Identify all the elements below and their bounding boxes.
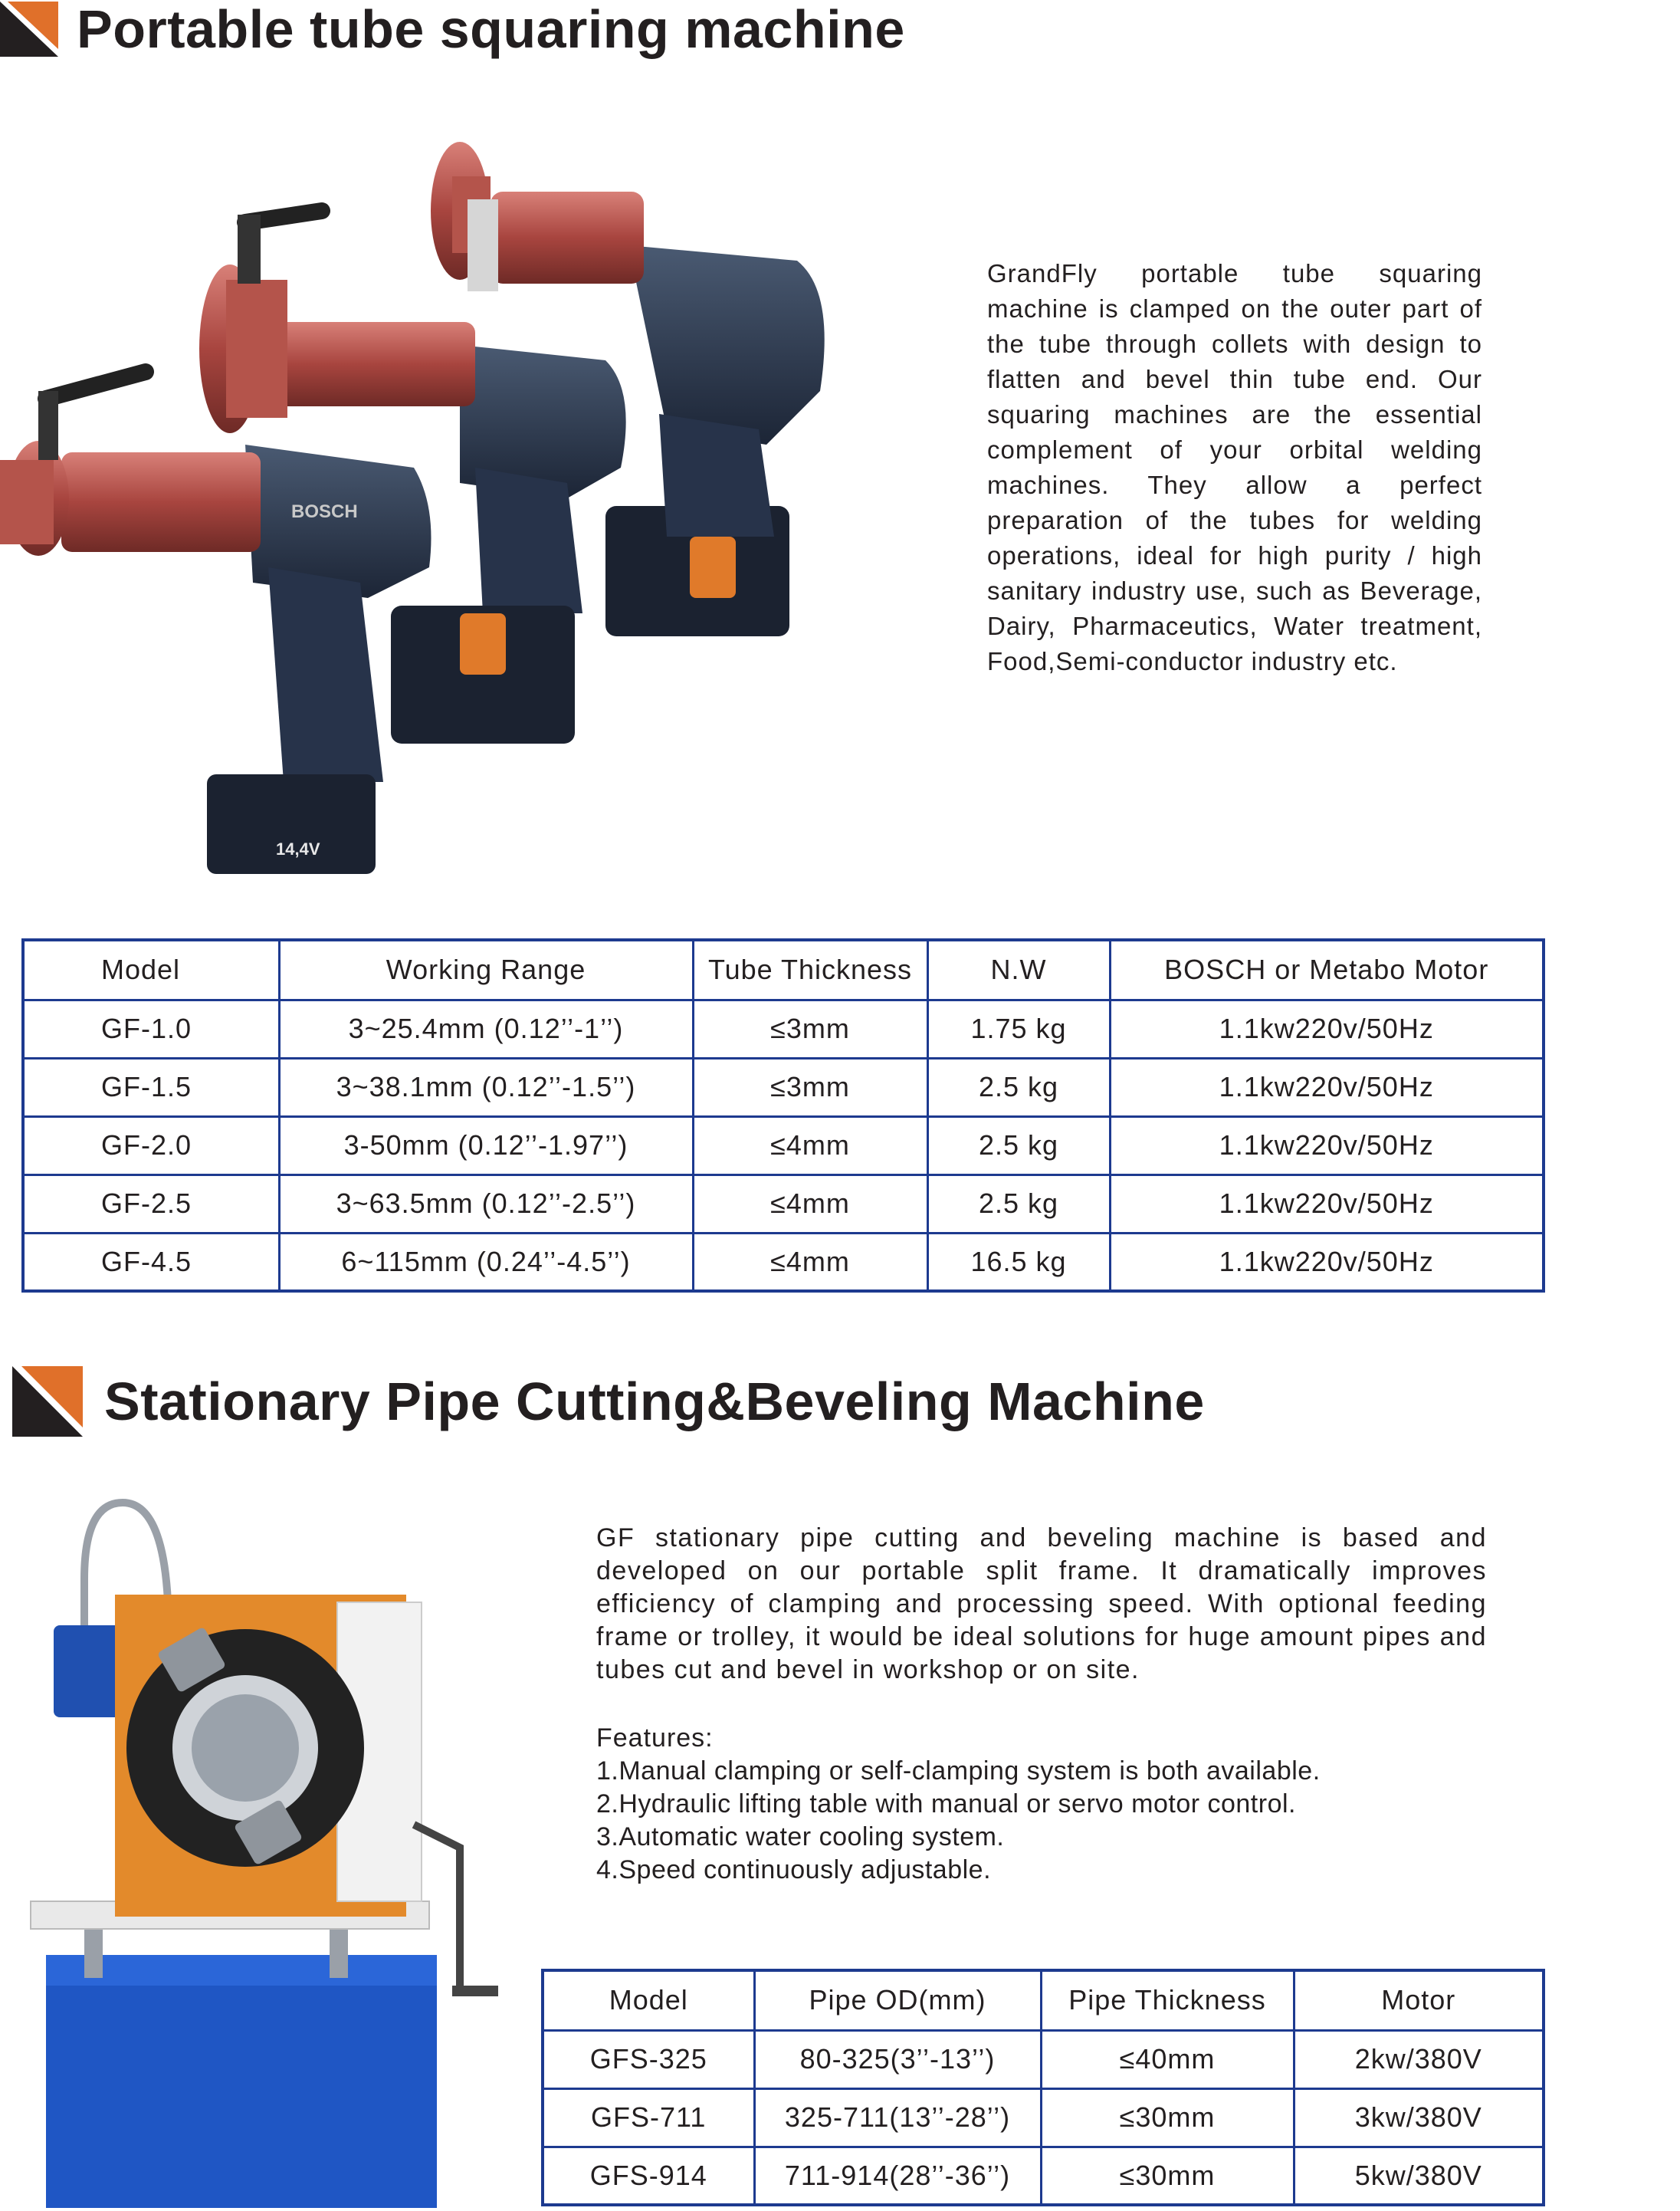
- header-motor: BOSCH or Metabo Motor: [1110, 940, 1544, 1000]
- table-row: [543, 2030, 1544, 2088]
- cell-thickness: ≤4mm: [693, 1116, 927, 1174]
- cell-weight: 2.5 kg: [927, 1174, 1110, 1233]
- header-working-range: Working Range: [279, 940, 693, 1000]
- cell-pipe-od: 325-711(13’’-28’’): [754, 2088, 1041, 2147]
- section1-header: [0, 0, 905, 58]
- cell-motor: 3kw/380V: [1294, 2088, 1544, 2147]
- section2-title: Stationary Pipe Cutting&Beveling Machine: [104, 1372, 1205, 1431]
- corner-triangle-icon: [12, 1366, 83, 1437]
- cell-model: GF-1.5: [23, 1058, 279, 1116]
- section1-title: Portable tube squaring machine: [77, 0, 905, 59]
- cell-range: 3~63.5mm (0.12’’-2.5’’): [279, 1174, 693, 1233]
- cell-weight: 2.5 kg: [927, 1058, 1110, 1116]
- cell-motor: 1.1kw220v/50Hz: [1110, 1174, 1544, 1233]
- stationary-cutting-machine-photo: [0, 1487, 521, 2211]
- portable-spec-table: [21, 938, 1545, 1293]
- cell-model: GFS-914: [543, 2147, 754, 2205]
- cell-thickness: ≤40mm: [1041, 2030, 1294, 2088]
- cell-model: GFS-325: [543, 2030, 754, 2088]
- feature-item: 1.Manual clamping or self-clamping system is both available.: [596, 1756, 1321, 1786]
- header-tube-thickness: Tube Thickness: [693, 940, 927, 1000]
- portable-squaring-machines-photo: [0, 138, 843, 882]
- cell-model: GF-2.0: [23, 1116, 279, 1174]
- table-row: [23, 1000, 1544, 1058]
- feature-item: 3.Automatic water cooling system.: [596, 1822, 1005, 1851]
- table-row: [23, 1116, 1544, 1174]
- corner-triangle-icon: [0, 2, 58, 57]
- cell-weight: 2.5 kg: [927, 1116, 1110, 1174]
- cell-motor: 1.1kw220v/50Hz: [1110, 1116, 1544, 1174]
- table-header-row: [543, 1970, 1544, 2030]
- cell-motor: 5kw/380V: [1294, 2147, 1544, 2205]
- cell-thickness: ≤3mm: [693, 1058, 927, 1116]
- stationary-spec-table: [541, 1969, 1545, 2206]
- table-header-row: [23, 940, 1544, 1000]
- header-nw: N.W: [927, 940, 1110, 1000]
- cell-weight: 1.75 kg: [927, 1000, 1110, 1058]
- header-pipe-od: Pipe OD(mm): [754, 1970, 1041, 2030]
- feature-item: 4.Speed continuously adjustable.: [596, 1855, 992, 1884]
- header-pipe-thickness: Pipe Thickness: [1041, 1970, 1294, 2030]
- cell-range: 3~25.4mm (0.12’’-1’’): [279, 1000, 693, 1058]
- cell-thickness: ≤3mm: [693, 1000, 927, 1058]
- cell-range: 3-50mm (0.12’’-1.97’’): [279, 1116, 693, 1174]
- brand-label: BOSCH: [291, 501, 358, 522]
- cell-model: GFS-711: [543, 2088, 754, 2147]
- section2-description: GF stationary pipe cutting and beveling machine is based and developed on our portable split frame. It dramatically improves efficiency of clamping and processing speed. With optional feeding frame or trolley, it would be ideal solutions for huge amount pipes and tubes cut and bevel in workshop or on site.: [596, 1523, 1487, 1684]
- header-model: Model: [23, 940, 279, 1000]
- cell-model: GF-4.5: [23, 1233, 279, 1291]
- cell-motor: 1.1kw220v/50Hz: [1110, 1000, 1544, 1058]
- cell-motor: 2kw/380V: [1294, 2030, 1544, 2088]
- cell-thickness: ≤30mm: [1041, 2147, 1294, 2205]
- cell-thickness: ≤4mm: [693, 1174, 927, 1233]
- table-row: [23, 1058, 1544, 1116]
- cell-thickness: ≤30mm: [1041, 2088, 1294, 2147]
- cell-weight: 16.5 kg: [927, 1233, 1110, 1291]
- feature-item: 2.Hydraulic lifting table with manual or servo motor control.: [596, 1789, 1296, 1818]
- table-row: [23, 1233, 1544, 1291]
- features-title: Features:: [596, 1723, 714, 1753]
- header-motor: Motor: [1294, 1970, 1544, 2030]
- cell-pipe-od: 80-325(3’’-13’’): [754, 2030, 1041, 2088]
- features-list: [596, 1755, 1321, 1887]
- table-row: [543, 2147, 1544, 2205]
- cell-thickness: ≤4mm: [693, 1233, 927, 1291]
- machine-front: [0, 372, 431, 874]
- table-row: [543, 2088, 1544, 2147]
- cell-range: 6~115mm (0.24’’-4.5’’): [279, 1233, 693, 1291]
- cell-motor: 1.1kw220v/50Hz: [1110, 1058, 1544, 1116]
- cell-range: 3~38.1mm (0.12’’-1.5’’): [279, 1058, 693, 1116]
- cell-motor: 1.1kw220v/50Hz: [1110, 1233, 1544, 1291]
- cell-model: GF-2.5: [23, 1174, 279, 1233]
- cell-pipe-od: 711-914(28’’-36’’): [754, 2147, 1041, 2205]
- section1-description: GrandFly portable tube squaring machine is clamped on the outer part of the tube through collets with design to flatten and bevel thin tube end. Our squaring machines are the essential complement of your orbital welding machines. They allow a perfect preparation of the tubes for welding operations, ideal for high purity / high sanitary industry use, such as Beverage, Dairy, Pharmaceutics, Water treatment, Food,Semi-conductor industry etc.: [987, 259, 1482, 675]
- battery-label: 14,4V: [276, 839, 320, 859]
- cell-model: GF-1.0: [23, 1000, 279, 1058]
- header-model: Model: [543, 1970, 754, 2030]
- table-row: [23, 1174, 1544, 1233]
- section2-header: [12, 1366, 1205, 1437]
